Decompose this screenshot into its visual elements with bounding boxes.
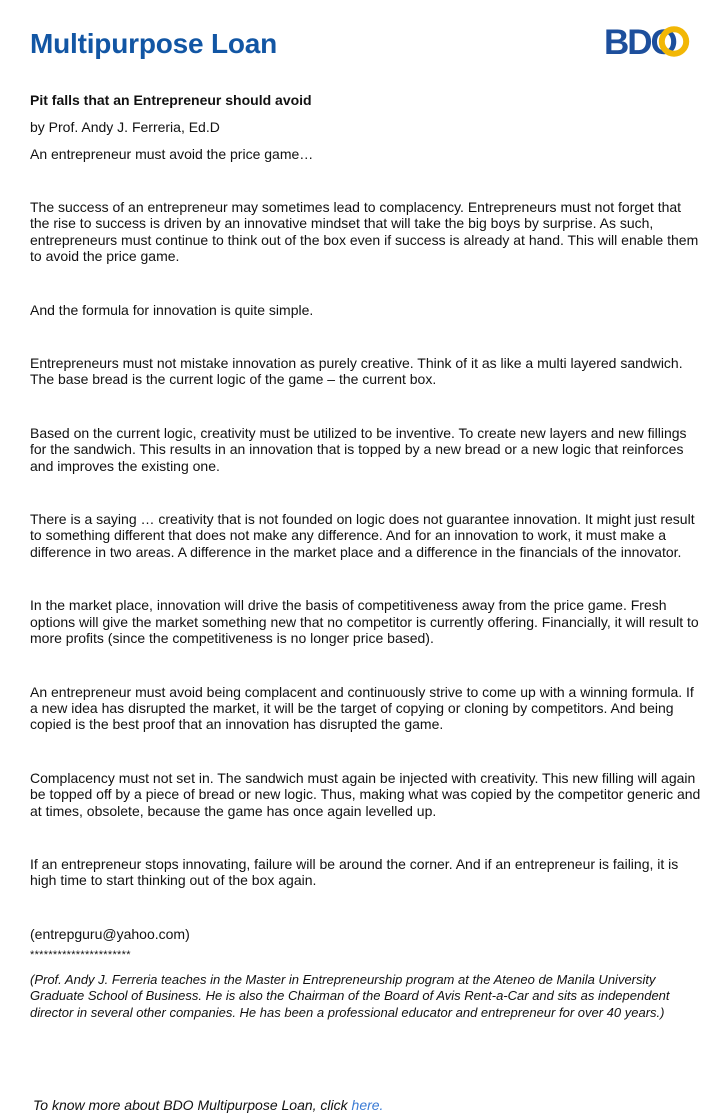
- article-heading: Pit falls that an Entrepreneur should avoid: [30, 92, 312, 108]
- bdo-logo: [604, 25, 692, 59]
- header: [0, 0, 722, 80]
- article-body: [30, 199, 702, 889]
- paragraph: An entrepreneur must avoid being complacent and continuously strive to come up with a winning formula. If a new idea has disrupted the market, it will be the target of copying or cloning by competitors. And being copied is the best proof that an innovation has disrupted the game.: [30, 683, 694, 733]
- intro-line: An entrepreneur must avoid the price game…: [30, 146, 314, 162]
- paragraph: Complacency must not set in. The sandwich must again be injected with creativity. This new filling will again be topped off by a piece of bread or new logic. Thus, making what was copied by the competitor generic and at times, obsolete, because the game has once again levelled up.: [30, 769, 701, 819]
- paragraph: In the market place, innovation will drive the basis of competitiveness away from the price game. Fresh options will give the market something new that no competitor is currently offering. Financially, it will result to more profits (since the competitiveness is no longer price based).: [30, 597, 699, 647]
- author-email: (entrepguru@yahoo.com): [30, 925, 190, 942]
- here-link[interactable]: here.: [351, 1097, 384, 1113]
- page-title: Multipurpose Loan: [30, 28, 278, 59]
- article: [30, 92, 702, 1021]
- author-bio: (Prof. Andy J. Ferreria teaches in the Master in Entrepreneurship program at the Ateneo de Manila University Graduate School of Business. He is also the Chairman of the Board of Avis Rent-a-Car and sits as independent director in several other companies. He has been a professional educator and entrepreneur for over 40 years.): [30, 971, 670, 1020]
- paragraph: The success of an entrepreneur may sometimes lead to complacency. Entrepreneurs must not forget that the rise to success is driven by an innovative mindset that will take the big boys by surprise. As such, entrepreneurs must continue to think out of the box even if success is already at hand. This will enable them to avoid the price game.: [30, 199, 699, 265]
- paragraph: Entrepreneurs must not mistake innovation as purely creative. Think of it as like a multi layered sandwich. The base bread is the current logic of the game – the current box.: [30, 355, 683, 388]
- logo-text: BDO: [604, 25, 676, 59]
- paragraph: Based on the current logic, creativity must be utilized to be inventive. To create new layers and new fillings for the sandwich. This results in an innovation that is topped by a new bread or a new logic that reinforces and improves the existing one.: [30, 424, 687, 474]
- separator-asterisks: **********************: [30, 948, 131, 961]
- footer-text: To know more about BDO Multipurpose Loan, click: [33, 1097, 352, 1113]
- paragraph: If an entrepreneur stops innovating, failure will be around the corner. And if an entrepreneur is failing, it is high time to start thinking out of the box again.: [30, 855, 679, 889]
- byline: by Prof. Andy J. Ferreria, Ed.D: [30, 119, 220, 135]
- footer-cta: [33, 1097, 383, 1113]
- paragraph: And the formula for innovation is quite simple.: [30, 301, 314, 318]
- paragraph: There is a saying … creativity that is not founded on logic does not guarantee innovation. It might just result to something different that does not make any difference. And for an innovation to work, it must make a difference in two areas. A difference in the market place and a difference in the financials of the innovator.: [30, 511, 695, 560]
